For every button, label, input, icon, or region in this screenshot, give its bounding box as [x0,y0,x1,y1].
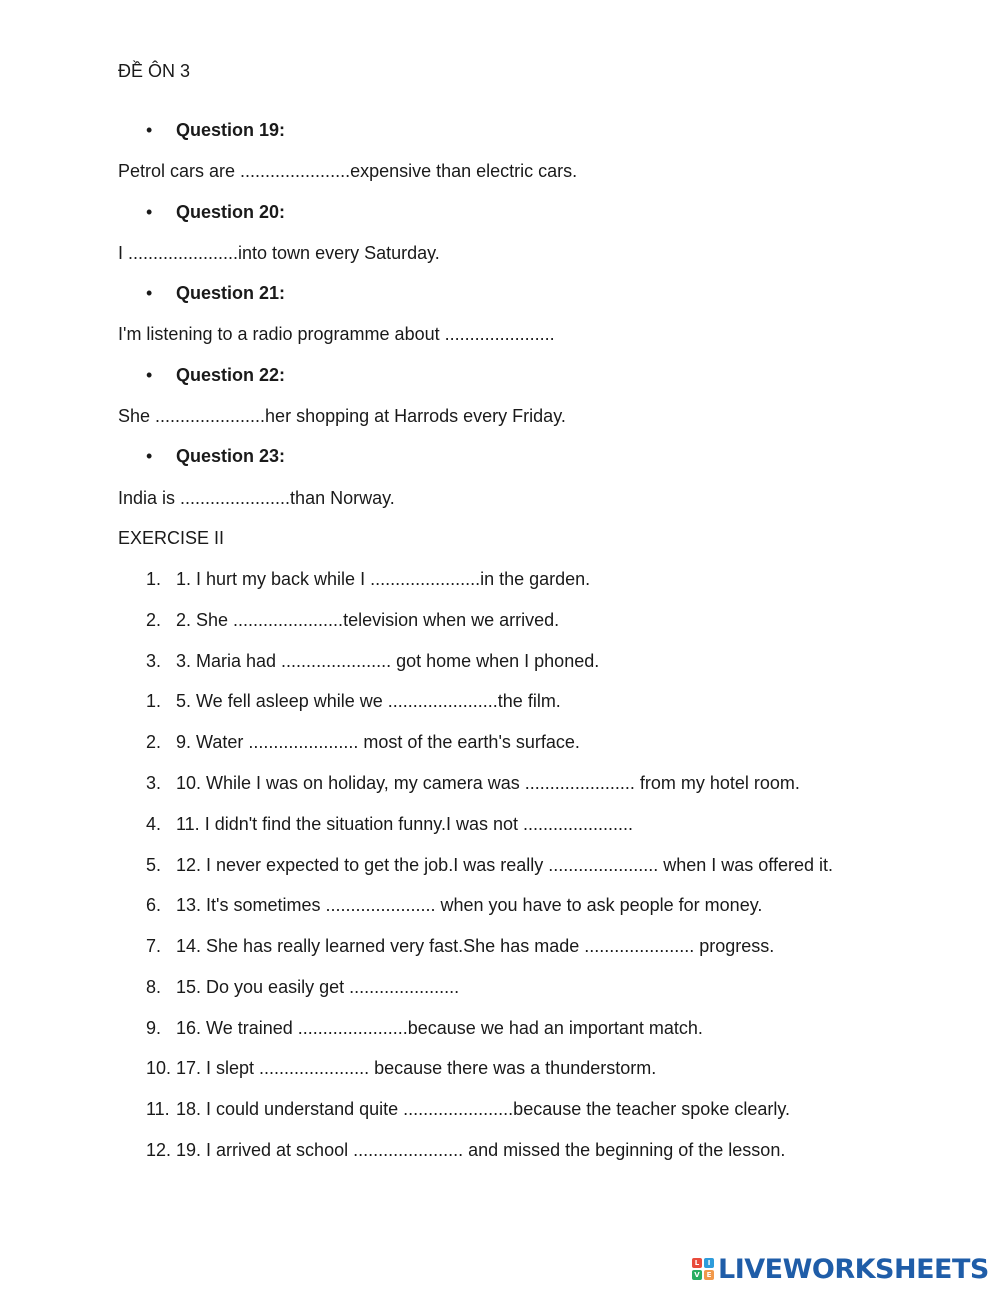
question-text: Petrol cars are ......................expensive than electric cars. [118,161,578,181]
list-item: 17. I slept ...................... because there was a thunderstorm. [176,1058,657,1078]
list-number: 9. [146,1018,162,1038]
logo-mark-letter: L [692,1258,702,1268]
list-item: 3. Maria had ...................... got home when I phoned. [176,651,600,671]
logo-mark-letter: I [704,1258,714,1268]
question-label: Question 22: [176,365,286,385]
list-item: 2. She ......................television when we arrived. [176,610,560,630]
list-number: 8. [146,977,162,997]
logo-mark-icon [692,1258,714,1280]
list-number: 5. [146,855,162,875]
question-label: Question 19: [176,120,286,140]
question-label: Question 23: [176,446,286,466]
list-item: 5. We fell asleep while we ......................the film. [176,691,561,711]
liveworksheets-logo[interactable] [692,1254,989,1284]
list-number: 2. [146,732,162,752]
question-text: I ......................into town every Saturday. [118,243,440,263]
list-number: 1. [146,691,162,711]
list-item: 18. I could understand quite ......................because the teacher spoke clearly. [176,1099,791,1119]
question-text: India is ......................than Norway. [118,488,395,508]
bullet: • [146,446,153,466]
list-item: 15. Do you easily get ...................... [176,977,460,997]
question-label: Question 20: [176,202,286,222]
list-number: 1. [146,569,162,589]
logo-mark-letter: V [692,1270,702,1280]
list-item: 16. We trained ......................because we had an important match. [176,1018,703,1038]
bullet: • [146,365,153,385]
bullet: • [146,202,153,222]
list-item: 11. I didn't find the situation funny.I was not ...................... [176,814,634,834]
list-item: 19. I arrived at school ...................... and missed the beginning of the lesson. [176,1140,786,1160]
list-number: 4. [146,814,162,834]
list-number: 3. [146,773,162,793]
list-number: 6. [146,895,162,915]
list-item: 1. I hurt my back while I ......................in the garden. [176,569,591,589]
list-item: 13. It's sometimes ...................... when you have to ask people for money. [176,895,763,915]
exercise-title: EXERCISE II [118,528,225,548]
list-number: 12. [146,1140,172,1160]
list-item: 10. While I was on holiday, my camera was ...................... from my hotel room. [176,773,800,793]
list-item: 12. I never expected to get the job.I was really ...................... when I was offered it. [176,855,833,875]
list-number: 10. [146,1058,172,1078]
list-number: 11. [146,1099,170,1119]
page-title: ĐỀ ÔN 3 [118,61,191,81]
question-text: I'm listening to a radio programme about ...................... [118,324,555,344]
logo-mark-letter: E [704,1270,714,1280]
list-number: 7. [146,936,162,956]
list-item: 9. Water ...................... most of the earth's surface. [176,732,580,752]
bullet: • [146,283,153,303]
list-number: 3. [146,651,162,671]
bullet: • [146,120,153,140]
question-label: Question 21: [176,283,286,303]
list-item: 14. She has really learned very fast.She has made ...................... progress. [176,936,775,956]
list-number: 2. [146,610,162,630]
logo-text: LIVEWORKSHEETS [718,1253,989,1285]
question-text: She ......................her shopping at Harrods every Friday. [118,406,566,426]
